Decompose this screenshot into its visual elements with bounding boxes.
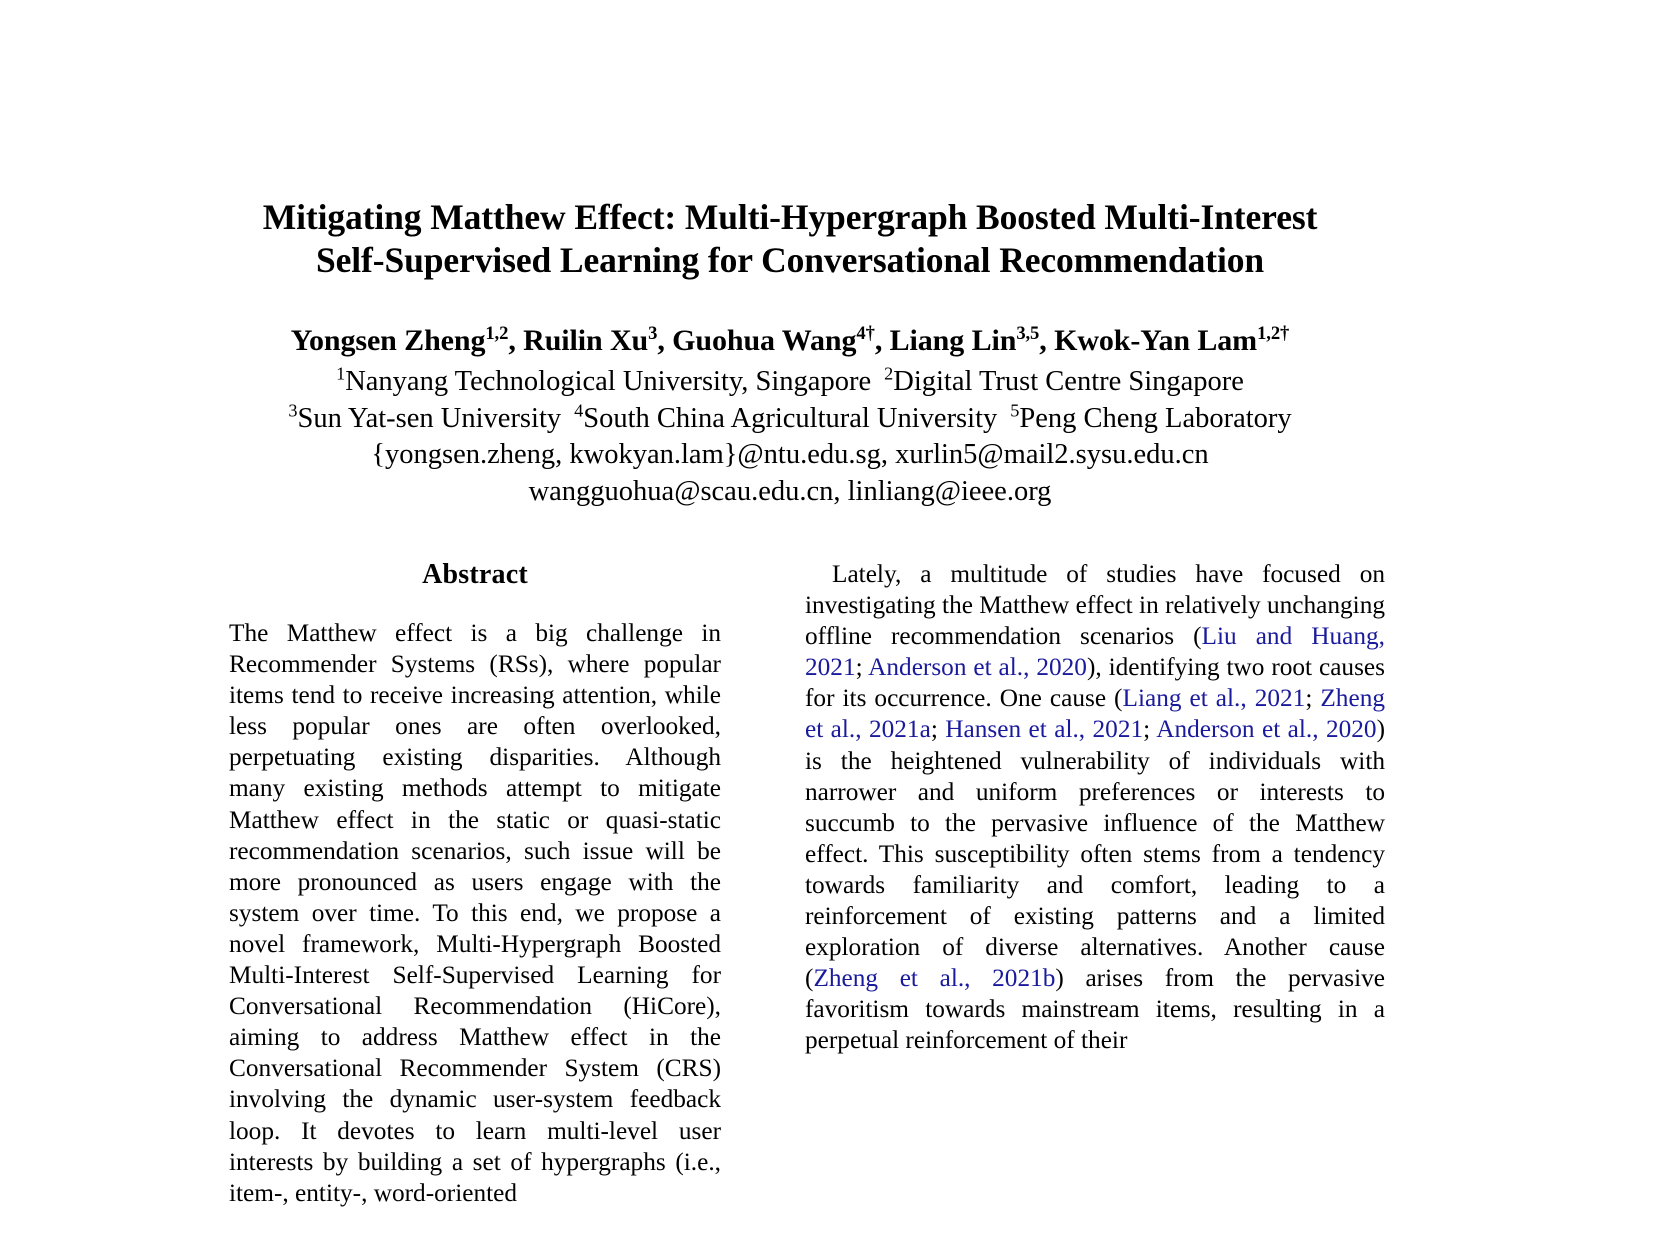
author-separator: ,: [657, 324, 673, 357]
email-line-2: wangguohua@scau.edu.cn, linliang@ieee.org: [528, 475, 1052, 507]
citation-link[interactable]: Zheng et al., 2021a: [805, 684, 1385, 744]
affiliation-name: Digital Trust Centre Singapore: [893, 366, 1244, 397]
body-text-run: ;: [1143, 715, 1157, 744]
citation-link[interactable]: Liang et al., 2021: [1122, 684, 1306, 713]
author-affiliation-marker: 4†: [856, 323, 875, 344]
introduction-body: [805, 551, 1385, 1057]
author-separator: ,: [874, 324, 890, 357]
abstract-body: The Matthew effect is a big challenge in Recommender Systems (RSs), where popular items tend to receive increasing attention, while less popular ones are often overlooked, perpetuating existing disparities. Although many existing methods attempt to mitigate Matthew effect in the static or quasi-static recommendation scenarios, such issue will be more pronounced as users engage with the system over time. To this end, we propose a novel framework, Multi-Hypergraph Boosted Multi-Interest Self-Supervised Learning for Conversational Recommendation (HiCore), aiming to address Matthew effect in the Conversational Recommender System (CRS) involving the dynamic user-system feedback loop. It devotes to learn multi-level user interests by building a set of hypergraphs (i.e., item-, entity-, word-oriented: [229, 619, 721, 1207]
body-text-run: ;: [1305, 684, 1321, 713]
affiliation-marker: 3: [288, 400, 298, 420]
affiliation-list: [190, 359, 1390, 437]
citation-link[interactable]: Zheng et al., 2021b: [813, 964, 1056, 993]
email-list: [190, 437, 1390, 510]
author-entry: [672, 324, 890, 357]
author-entry: [890, 324, 1054, 357]
right-column: [805, 551, 1385, 1241]
author-affiliation-marker: 1,2†: [1257, 323, 1290, 344]
citation-link[interactable]: Hansen et al., 2021: [945, 715, 1144, 744]
author-name: Guohua Wang: [672, 324, 857, 357]
body-text-run: ), identifying two root causes for its occurrence. One cause (: [805, 653, 1385, 713]
citation-link[interactable]: Liu and Huang, 2021: [805, 622, 1385, 682]
author-entry: [1054, 324, 1289, 357]
citation-link[interactable]: Anderson et al., 2020: [1156, 715, 1377, 744]
body-text-run: ) is the heightened vulnerability of individuals with narrower and uniform preferences or interests to succumb to the pervasive influence of the Matthew effect. This susceptibility often stems from a tendency towards familiarity and comfort, leading to a reinforcement of existing patterns and a limited exploration of diverse alternatives. Another cause (: [805, 715, 1385, 993]
affiliation-marker: 5: [1010, 400, 1020, 420]
left-column: [229, 551, 721, 1241]
title-block: [190, 196, 1390, 510]
body-text-run: Lately, a multitude of studies have focused on investigating the Matthew effect in relatively unchanging offline recommendation scenarios (: [805, 560, 1385, 651]
page-title: [190, 196, 1390, 282]
affiliation-name: Sun Yat-sen University: [297, 402, 562, 434]
abstract-heading: Abstract: [422, 559, 528, 590]
author-affiliation-marker: 3: [648, 323, 658, 344]
affiliation-line-2: [190, 401, 1390, 438]
affiliation-name: Peng Cheng Laboratory: [1019, 402, 1292, 434]
body-text-run: ;: [855, 653, 869, 682]
affiliation-marker: 4: [574, 400, 584, 420]
author-affiliation-marker: 3,5: [1016, 323, 1040, 344]
author-separator: ,: [508, 324, 524, 357]
author-entry: [291, 324, 523, 357]
citation-link[interactable]: Anderson et al., 2020: [868, 653, 1087, 682]
author-affiliation-marker: 1,2: [485, 323, 509, 344]
affiliation-name: South China Agricultural University: [583, 402, 998, 434]
affiliation-line-1: [190, 364, 1390, 401]
affiliation-marker: 1: [336, 363, 346, 384]
title-line-1: Mitigating Matthew Effect: Multi-Hypergraph Boosted Multi-Interest: [262, 197, 1318, 237]
author-list: [190, 282, 1390, 359]
title-line-2: Self-Supervised Learning for Conversational Recommendation: [315, 240, 1265, 280]
affiliation-marker: 2: [884, 363, 894, 384]
author-name: Ruilin Xu: [523, 324, 649, 357]
author-name: Liang Lin: [889, 324, 1017, 357]
body-columns: [0, 551, 1654, 1241]
author-name: Kwok-Yan Lam: [1054, 324, 1258, 357]
author-name: Yongsen Zheng: [290, 324, 486, 357]
author-separator: ,: [1039, 324, 1055, 357]
affiliation-name: Nanyang Technological University, Singapore: [345, 366, 872, 397]
email-line-1: {yongsen.zheng, kwokyan.lam}@ntu.edu.sg, xurlin5@mail2.sysu.edu.cn: [371, 439, 1209, 470]
body-text-run: ;: [930, 715, 946, 744]
body-text-run: ) arises from the pervasive favoritism towards mainstream items, resulting in a perpetual reinforcement of their: [805, 964, 1385, 1055]
author-entry: [523, 324, 672, 357]
